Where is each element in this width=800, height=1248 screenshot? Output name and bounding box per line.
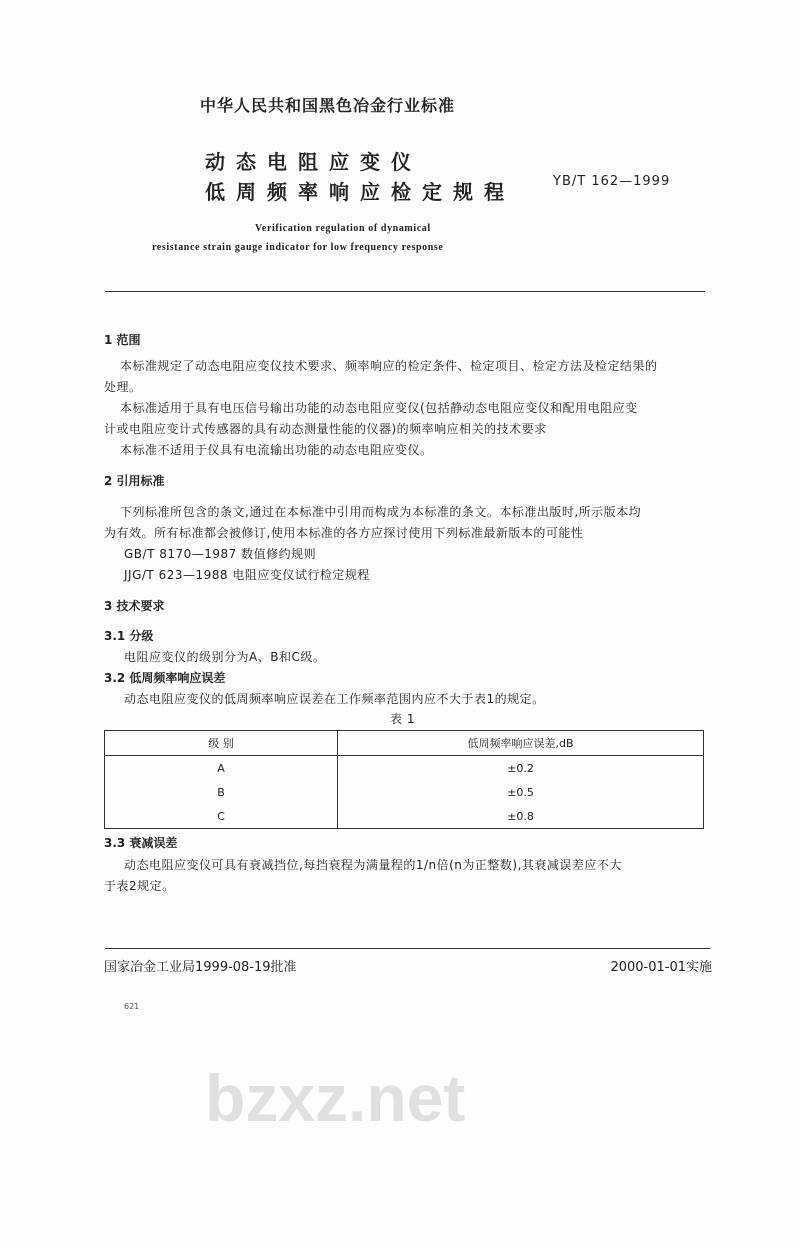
paragraph: 为有效。所有标准都会被修订,使用本标准的各方应探讨使用下列标准最新版本的可能性 <box>104 526 584 540</box>
table-cell: A <box>105 756 338 781</box>
table-caption: 表 1 <box>390 712 415 726</box>
paragraph: 动态电阻应变仪可具有衰减挡位,每挡衰程为满量程的1/n倍(n为正整数),其衰减误差应不大 <box>124 858 622 872</box>
section-3-heading: 3 技术要求 <box>104 599 165 613</box>
table-cell: ±0.2 <box>507 761 534 775</box>
page-number: 621 <box>124 1002 140 1011</box>
paragraph: 本标准规定了动态电阻应变仪技术要求、频率响应的检定条件、检定项目、检定方法及检定结果的 <box>120 359 658 373</box>
footer-rule <box>105 948 710 949</box>
table-row <box>105 780 704 804</box>
paragraph: 计或电阻应变计式传感器的具有动态测量性能的仪器)的频率响应相关的技术要求 <box>104 422 547 436</box>
table-cell: ±0.5 <box>507 785 534 799</box>
table-row <box>105 756 704 781</box>
section-1-heading: 1 范围 <box>104 333 141 347</box>
approval-date: 国家冶金工业局1999-08-19批准 <box>104 960 297 975</box>
paragraph: 本标准适用于具有电压信号输出功能的动态电阻应变仪(包括静动态电阻应变仪和配用电阻应变 <box>120 401 638 415</box>
table-cell: B <box>105 780 338 804</box>
paragraph: 下列标准所包含的条文,通过在本标准中引用而构成为本标准的条文。本标准出版时,所示版本均 <box>120 505 642 519</box>
column-header: 级 别 <box>105 731 338 756</box>
table-cell: ±0.8 <box>507 809 534 823</box>
table-row <box>105 804 704 829</box>
section-3-2-heading: 3.2 低周频率响应误差 <box>104 671 226 685</box>
watermark: bzxz.net <box>205 1061 466 1135</box>
english-title-line-1: Verification regulation of dynamical <box>255 223 431 234</box>
table-header-row <box>105 731 704 756</box>
paragraph: 本标准不适用于仪具有电流输出功能的动态电阻应变仪。 <box>120 443 433 457</box>
title-line-1: 动态电阻应变仪 <box>205 150 422 174</box>
section-3-3-heading: 3.3 衰减误差 <box>104 836 178 850</box>
paragraph: 动态电阻应变仪的低周频率响应误差在工作频率范围内应不大于表1的规定。 <box>124 692 545 706</box>
table-1 <box>104 730 704 829</box>
paragraph: 电阻应变仪的级别分为A、B和C级。 <box>124 650 326 664</box>
title-line-2: 低周频率响应检定规程 <box>205 180 515 204</box>
header-rule <box>105 291 705 292</box>
table-cell: C <box>105 804 338 829</box>
standard-number: YB/T 162—1999 <box>553 174 671 189</box>
section-2-heading: 2 引用标准 <box>104 474 165 488</box>
paragraph: 处理。 <box>104 380 142 394</box>
paragraph: 于表2规定。 <box>104 879 175 893</box>
column-header: 低周频率响应误差,dB <box>338 731 704 756</box>
section-3-1-heading: 3.1 分级 <box>104 629 154 643</box>
english-title-line-2: resistance strain gauge indicator for low frequency response <box>152 242 444 253</box>
effective-date: 2000-01-01实施 <box>610 960 712 975</box>
reference-item: JJG/T 623—1988 电阻应变仪试行检定规程 <box>124 568 370 582</box>
standard-category-header: 中华人民共和国黑色冶金行业标准 <box>200 96 456 115</box>
reference-item: GB/T 8170—1987 数值修约规则 <box>124 547 317 561</box>
